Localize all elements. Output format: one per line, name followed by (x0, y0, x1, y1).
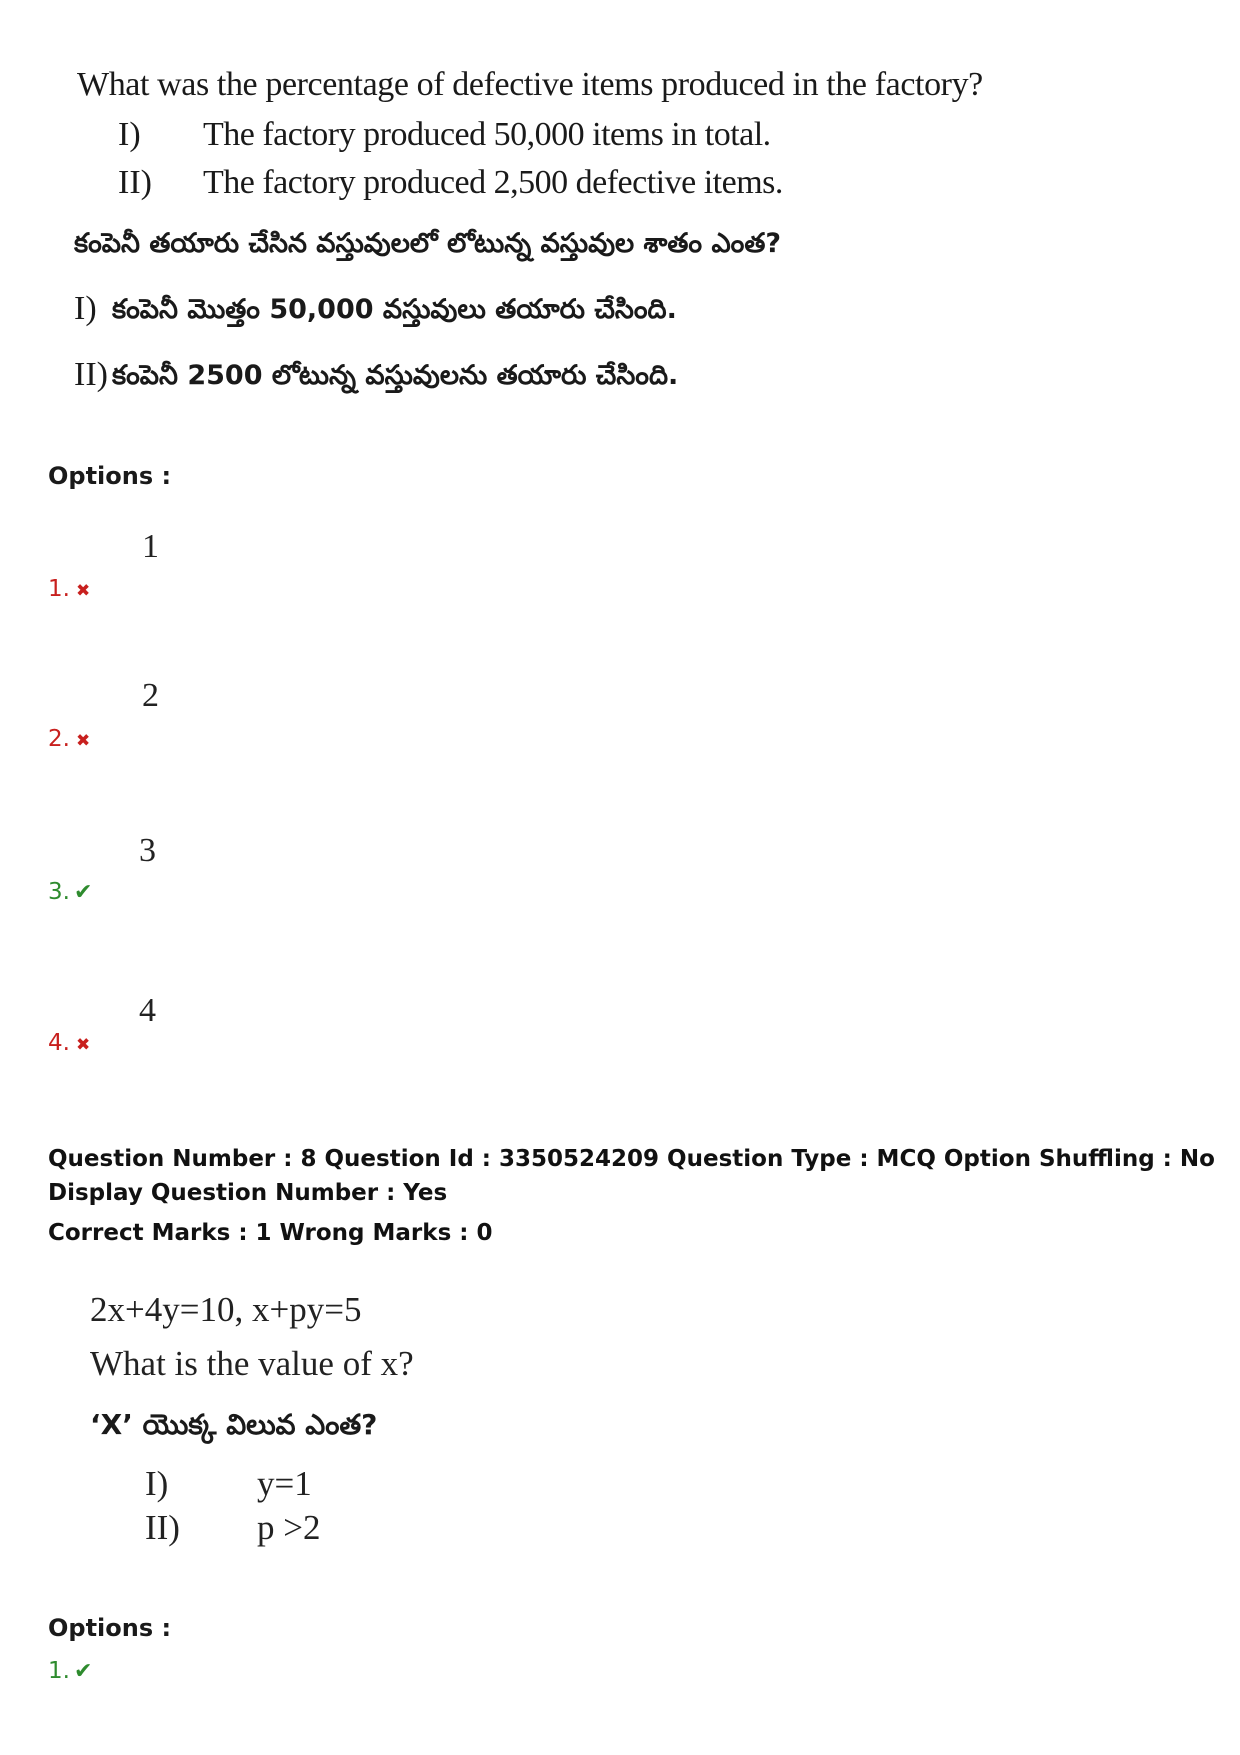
q7-statement-2-number: II) (118, 164, 152, 201)
q7-option-4[interactable] (48, 1030, 90, 1056)
q7-stem-english: What was the percentage of defective items produced in the factory? (77, 66, 983, 103)
q8-statement-2-text: p >2 (257, 1508, 321, 1547)
check-icon: ✔ (73, 1659, 93, 1684)
q8-meta-line-3: Correct Marks : 1 Wrong Marks : 0 (48, 1220, 493, 1246)
q7-telugu-statement-1-number: I) (74, 290, 97, 327)
cross-icon: ✖ (75, 581, 91, 601)
q7-option-1-value: 1 (142, 528, 159, 565)
q8-meta-line-1: Question Number : 8 Question Id : 3350524209 Question Type : MCQ Option Shuffling : No (48, 1146, 1215, 1172)
q7-statement-1-number: I) (118, 116, 141, 153)
q7-statement-2-text: The factory produced 2,500 defective items. (203, 164, 783, 201)
q7-option-1[interactable] (48, 576, 90, 602)
option-number: 1. (48, 1658, 70, 1684)
q8-stem-english: What is the value of x? (90, 1344, 414, 1383)
q7-statement-1-text: The factory produced 50,000 items in total. (203, 116, 771, 153)
q7-option-2[interactable] (48, 726, 90, 752)
q8-statement-1-text: y=1 (257, 1464, 312, 1503)
option-number: 4. (48, 1030, 70, 1056)
q7-option-3-value: 3 (139, 832, 156, 869)
cross-icon: ✖ (75, 1035, 91, 1055)
check-icon: ✔ (73, 880, 93, 905)
cross-icon: ✖ (75, 731, 91, 751)
q7-options-label: Options : (48, 462, 172, 490)
option-number: 1. (48, 576, 70, 602)
option-number: 2. (48, 726, 70, 752)
option-number: 3. (48, 879, 70, 905)
q8-meta-line-2: Display Question Number : Yes (48, 1180, 448, 1206)
q7-telugu-statement-1-text: కంపెనీ మొత్తం 50,000 వస్తువులు తయారు చేసింది. (112, 294, 677, 325)
q7-telugu-statement-2-number: II) (74, 356, 108, 393)
q8-option-1[interactable] (48, 1658, 92, 1684)
q8-equations: 2x+4y=10, x+py=5 (90, 1290, 362, 1329)
q8-stem-telugu: ‘X’ యొక్క విలువ ఎంత? (90, 1408, 378, 1441)
q8-statement-1-number: I) (145, 1464, 169, 1503)
q7-stem-telugu: కంపెనీ తయారు చేసిన వస్తువులలో లోటున్న వస్తువుల శాతం ఎంత? (74, 228, 782, 259)
q7-option-3[interactable] (48, 879, 92, 905)
q8-options-label: Options : (48, 1614, 172, 1642)
q7-option-2-value: 2 (142, 677, 159, 714)
q8-statement-2-number: II) (145, 1508, 180, 1547)
q7-telugu-statement-2-text: కంపెనీ 2500 లోటున్న వస్తువులను తయారు చేసింది. (112, 360, 679, 391)
q7-option-4-value: 4 (139, 992, 156, 1029)
